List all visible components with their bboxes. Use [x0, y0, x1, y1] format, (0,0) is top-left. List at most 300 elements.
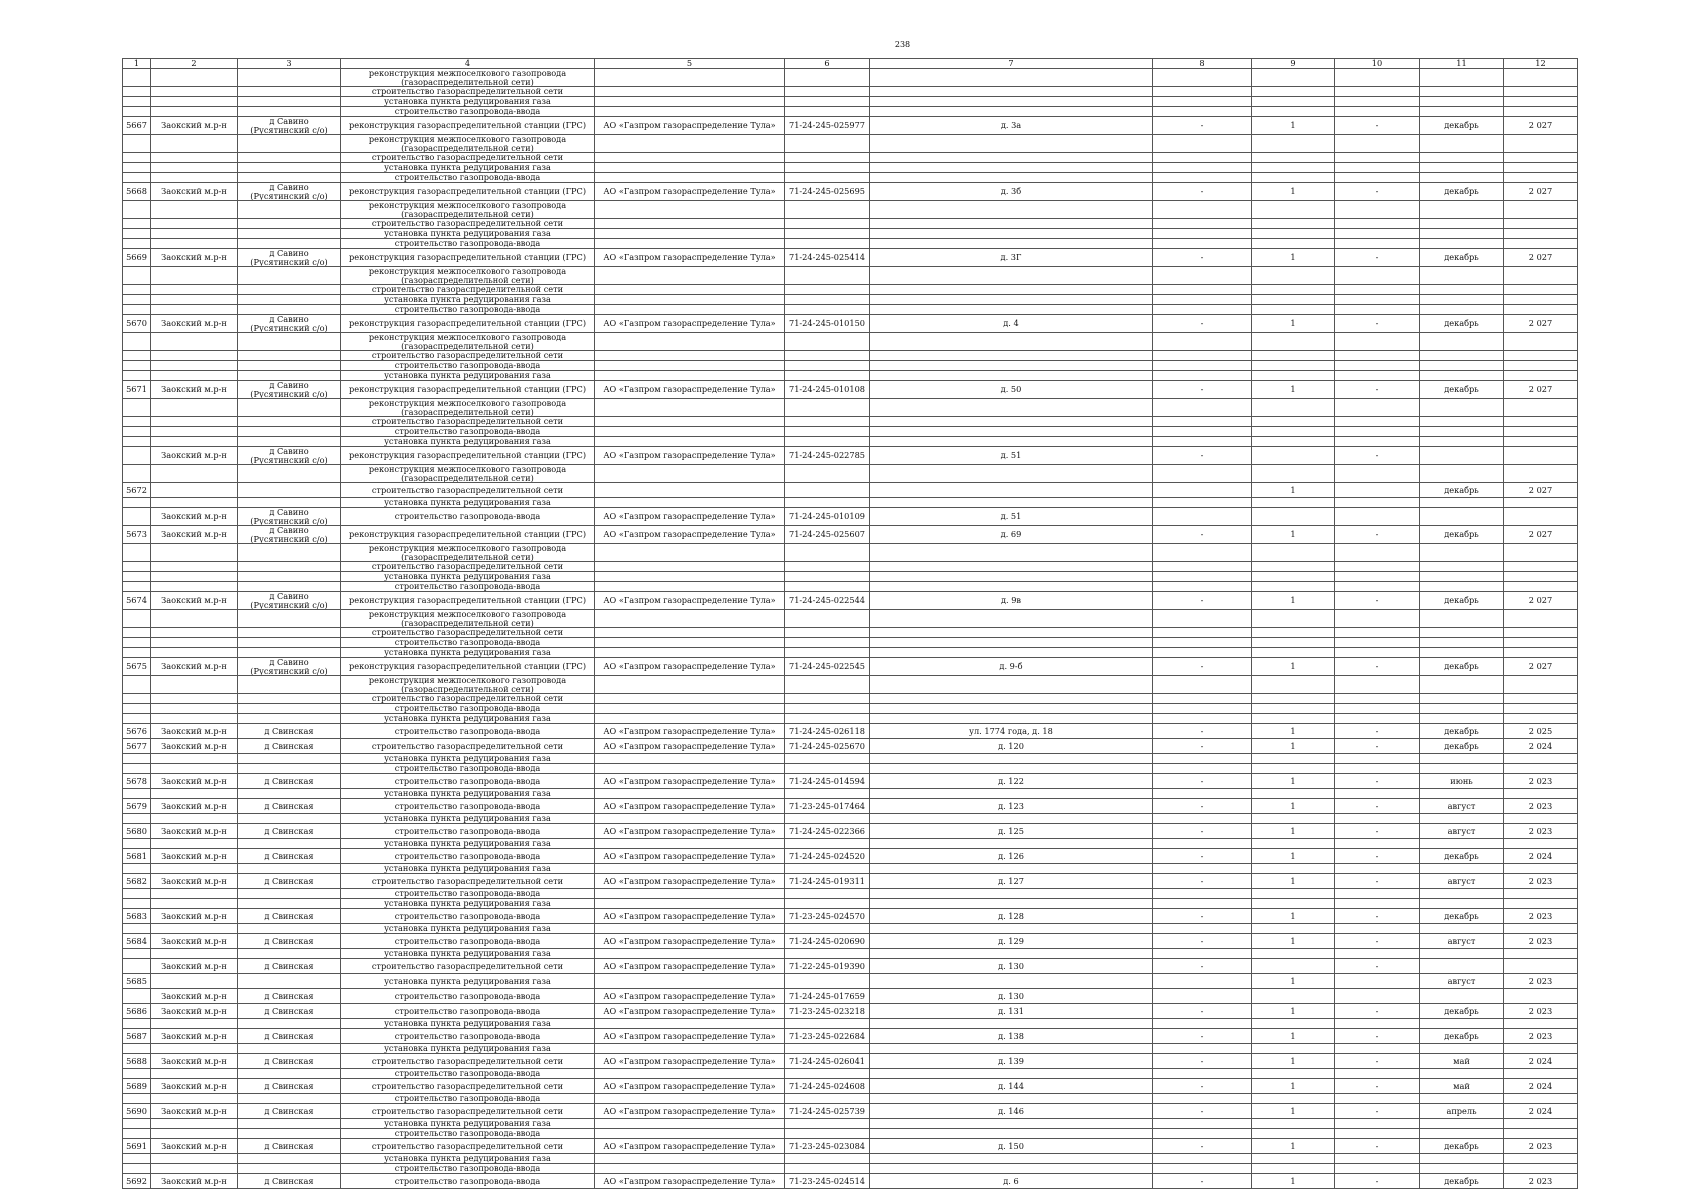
table-cell: строительство газопровода-ввода — [341, 799, 595, 814]
table-cell — [1153, 173, 1252, 183]
table-cell — [1335, 305, 1420, 315]
table-cell — [870, 163, 1153, 173]
table-cell — [870, 219, 1153, 229]
table-cell — [1504, 107, 1578, 117]
table-cell — [1153, 87, 1252, 97]
table-row — [123, 934, 1578, 949]
table-cell — [785, 295, 870, 305]
table-cell — [595, 1154, 785, 1164]
table-cell: Заокский м.р-н — [151, 774, 238, 789]
table-cell — [1420, 814, 1504, 824]
table-cell — [1504, 572, 1578, 582]
table-cell — [595, 899, 785, 909]
table-cell — [123, 229, 151, 239]
table-cell — [123, 239, 151, 249]
table-cell: 71-24-245-025414 — [785, 249, 870, 267]
table-cell: строительство газопровода-ввода — [341, 934, 595, 949]
table-cell — [1153, 562, 1252, 572]
table-cell: 5679 — [123, 799, 151, 814]
table-cell: 1 — [1252, 1079, 1335, 1094]
table-cell: 1 — [1252, 824, 1335, 839]
table-row — [123, 315, 1578, 333]
table-cell: 2 027 — [1504, 315, 1578, 333]
table-cell — [870, 839, 1153, 849]
table-cell — [1335, 1129, 1420, 1139]
table-cell — [1153, 764, 1252, 774]
table-cell: декабрь — [1420, 1139, 1504, 1154]
table-cell: д Свинская — [238, 799, 341, 814]
table-cell — [1153, 1164, 1252, 1174]
table-cell — [1335, 201, 1420, 219]
table-cell — [1504, 285, 1578, 295]
table-cell — [870, 267, 1153, 285]
table-cell: - — [1153, 1174, 1252, 1189]
table-cell: д Савино (Русятинский с/о) — [238, 447, 341, 465]
table-cell: 1 — [1252, 1104, 1335, 1119]
table-cell — [1153, 361, 1252, 371]
table-cell — [238, 69, 341, 87]
table-row — [123, 694, 1578, 704]
table-cell — [1153, 864, 1252, 874]
table-cell: д Свинская — [238, 824, 341, 839]
table-cell — [595, 399, 785, 417]
table-cell: д. 128 — [870, 909, 1153, 924]
table-cell — [785, 839, 870, 849]
table-cell — [870, 1119, 1153, 1129]
table-cell: 5692 — [123, 1174, 151, 1189]
table-cell: строительство газопровода-ввода — [341, 764, 595, 774]
table-cell — [1420, 789, 1504, 799]
table-cell: декабрь — [1420, 658, 1504, 676]
table-cell: декабрь — [1420, 1174, 1504, 1189]
table-cell — [1420, 989, 1504, 1004]
table-cell — [1504, 135, 1578, 153]
table-cell — [151, 974, 238, 989]
table-cell — [151, 924, 238, 934]
table-cell: 71-24-245-025607 — [785, 526, 870, 544]
table-cell: строительство газопровода-ввода — [341, 849, 595, 864]
table-cell — [1504, 1119, 1578, 1129]
table-cell: АО «Газпром газораспределение Тула» — [595, 592, 785, 610]
table-cell — [785, 638, 870, 648]
table-cell: АО «Газпром газораспределение Тула» — [595, 1174, 785, 1189]
table-cell — [595, 814, 785, 824]
table-row — [123, 562, 1578, 572]
table-row — [123, 1104, 1578, 1119]
table-cell — [151, 285, 238, 295]
table-cell: строительство газопровода-ввода — [341, 1029, 595, 1044]
table-cell — [238, 610, 341, 628]
table-body — [123, 69, 1578, 1189]
table-cell — [1252, 219, 1335, 229]
table-cell — [1153, 417, 1252, 427]
table-cell: д Савино (Русятинский с/о) — [238, 508, 341, 526]
table-cell — [785, 333, 870, 351]
table-cell — [123, 69, 151, 87]
table-cell — [151, 135, 238, 153]
table-cell: д. 125 — [870, 824, 1153, 839]
table-cell — [870, 864, 1153, 874]
table-cell: Заокский м.р-н — [151, 959, 238, 974]
table-cell — [1153, 351, 1252, 361]
table-cell — [1153, 899, 1252, 909]
table-cell — [595, 789, 785, 799]
table-cell: установка пункта редуцирования газа — [341, 1019, 595, 1029]
table-cell — [785, 219, 870, 229]
table-cell — [1153, 754, 1252, 764]
table-cell — [123, 1154, 151, 1164]
table-cell: установка пункта редуцирования газа — [341, 498, 595, 508]
table-cell — [1153, 676, 1252, 694]
table-cell — [238, 694, 341, 704]
table-cell — [1420, 351, 1504, 361]
table-cell — [1504, 229, 1578, 239]
table-cell: - — [1335, 1004, 1420, 1019]
table-cell — [595, 1164, 785, 1174]
table-cell — [123, 899, 151, 909]
table-cell: декабрь — [1420, 1004, 1504, 1019]
table-row — [123, 305, 1578, 315]
table-cell — [1252, 107, 1335, 117]
table-cell — [595, 714, 785, 724]
table-cell — [595, 889, 785, 899]
table-cell — [870, 582, 1153, 592]
table-cell — [238, 676, 341, 694]
table-cell — [785, 714, 870, 724]
table-cell — [151, 676, 238, 694]
table-cell — [1504, 1164, 1578, 1174]
table-cell — [1335, 219, 1420, 229]
table-cell: - — [1335, 1104, 1420, 1119]
table-cell — [1153, 789, 1252, 799]
table-cell — [1153, 267, 1252, 285]
table-cell: 1 — [1252, 183, 1335, 201]
table-cell — [870, 974, 1153, 989]
table-row — [123, 447, 1578, 465]
table-cell — [1420, 295, 1504, 305]
table-row — [123, 824, 1578, 839]
table-cell: установка пункта редуцирования газа — [341, 839, 595, 849]
table-cell: установка пункта редуцирования газа — [341, 295, 595, 305]
table-cell — [1504, 714, 1578, 724]
table-cell: д. 146 — [870, 1104, 1153, 1119]
table-cell — [1504, 764, 1578, 774]
table-cell: Заокский м.р-н — [151, 874, 238, 889]
table-cell — [1420, 97, 1504, 107]
table-cell — [238, 1154, 341, 1164]
table-cell — [123, 814, 151, 824]
table-cell — [595, 201, 785, 219]
table-cell — [785, 135, 870, 153]
table-cell: - — [1335, 447, 1420, 465]
table-cell: 5685 — [123, 974, 151, 989]
table-cell — [151, 1129, 238, 1139]
table-cell — [1420, 427, 1504, 437]
table-cell — [1252, 562, 1335, 572]
table-cell: август — [1420, 974, 1504, 989]
table-cell — [151, 899, 238, 909]
table-cell: АО «Газпром газораспределение Тула» — [595, 117, 785, 135]
table-cell — [1420, 219, 1504, 229]
table-row — [123, 628, 1578, 638]
table-cell — [1153, 229, 1252, 239]
table-cell — [1252, 361, 1335, 371]
table-row — [123, 1154, 1578, 1164]
table-cell — [1504, 295, 1578, 305]
table-cell — [1504, 959, 1578, 974]
table-cell: строительство газораспределительной сети — [341, 628, 595, 638]
table-cell — [1504, 465, 1578, 483]
table-cell: 2 027 — [1504, 592, 1578, 610]
table-cell — [870, 305, 1153, 315]
table-cell — [238, 839, 341, 849]
table-cell: 2 027 — [1504, 249, 1578, 267]
table-cell — [870, 483, 1153, 498]
table-cell — [123, 704, 151, 714]
table-cell — [1504, 399, 1578, 417]
table-cell: - — [1335, 1139, 1420, 1154]
table-cell — [123, 1129, 151, 1139]
table-cell — [1420, 333, 1504, 351]
table-cell — [123, 610, 151, 628]
table-cell — [238, 789, 341, 799]
table-cell — [1420, 305, 1504, 315]
table-cell: строительство газораспределительной сети — [341, 285, 595, 295]
table-cell — [1153, 508, 1252, 526]
table-cell — [870, 427, 1153, 437]
table-cell: АО «Газпром газораспределение Тула» — [595, 959, 785, 974]
table-cell — [870, 1044, 1153, 1054]
table-cell — [238, 437, 341, 447]
table-cell: Заокский м.р-н — [151, 799, 238, 814]
table-cell: д. 3Г — [870, 249, 1153, 267]
table-cell: Заокский м.р-н — [151, 117, 238, 135]
table-cell — [151, 239, 238, 249]
table-cell: АО «Газпром газораспределение Тула» — [595, 1104, 785, 1119]
table-row — [123, 739, 1578, 754]
table-cell — [1504, 989, 1578, 1004]
table-row — [123, 437, 1578, 447]
table-cell: АО «Газпром газораспределение Тула» — [595, 1139, 785, 1154]
table-row — [123, 267, 1578, 285]
table-cell — [1504, 754, 1578, 764]
table-cell — [238, 1019, 341, 1029]
table-cell — [870, 789, 1153, 799]
table-row — [123, 1069, 1578, 1079]
table-cell — [151, 1094, 238, 1104]
table-cell: - — [1153, 909, 1252, 924]
table-cell — [1252, 295, 1335, 305]
table-cell — [238, 305, 341, 315]
table-cell — [151, 219, 238, 229]
table-cell: д. 131 — [870, 1004, 1153, 1019]
table-cell: 5691 — [123, 1139, 151, 1154]
table-row — [123, 592, 1578, 610]
table-cell: д Свинская — [238, 989, 341, 1004]
table-cell — [870, 361, 1153, 371]
table-cell — [1335, 87, 1420, 97]
table-cell: установка пункта редуцирования газа — [341, 229, 595, 239]
table-row — [123, 399, 1578, 417]
table-cell — [238, 1094, 341, 1104]
table-cell — [870, 814, 1153, 824]
table-cell: реконструкция межпоселкового газопровода (газораспределительной сети) — [341, 333, 595, 351]
table-cell — [1504, 789, 1578, 799]
table-cell — [1335, 417, 1420, 427]
table-cell — [1252, 498, 1335, 508]
table-cell: 5673 — [123, 526, 151, 544]
table-cell: Заокский м.р-н — [151, 824, 238, 839]
table-cell — [595, 107, 785, 117]
table-cell: д. 9в — [870, 592, 1153, 610]
table-cell — [870, 399, 1153, 417]
table-cell — [1252, 1019, 1335, 1029]
table-cell — [1504, 562, 1578, 572]
table-cell: реконструкция межпоселкового газопровода (газораспределительной сети) — [341, 267, 595, 285]
table-cell — [238, 163, 341, 173]
table-cell — [595, 754, 785, 764]
table-cell: Заокский м.р-н — [151, 315, 238, 333]
table-row — [123, 799, 1578, 814]
table-cell — [785, 582, 870, 592]
col-header: 8 — [1153, 59, 1252, 69]
table-cell — [238, 864, 341, 874]
table-cell — [1252, 638, 1335, 648]
table-cell — [1252, 544, 1335, 562]
table-row — [123, 889, 1578, 899]
table-cell — [151, 864, 238, 874]
table-cell — [1252, 754, 1335, 764]
table-cell — [785, 87, 870, 97]
table-row — [123, 163, 1578, 173]
col-header: 9 — [1252, 59, 1335, 69]
table-cell: декабрь — [1420, 315, 1504, 333]
table-cell: 71-24-245-025695 — [785, 183, 870, 201]
table-cell — [1252, 959, 1335, 974]
table-cell — [151, 417, 238, 427]
table-cell — [238, 351, 341, 361]
table-cell: 1 — [1252, 1174, 1335, 1189]
table-cell: строительство газопровода-ввода — [341, 361, 595, 371]
table-cell — [1252, 1094, 1335, 1104]
table-cell: май — [1420, 1054, 1504, 1069]
table-cell — [785, 427, 870, 437]
table-cell — [1252, 714, 1335, 724]
table-cell — [1153, 295, 1252, 305]
table-cell — [1335, 69, 1420, 87]
table-cell — [123, 959, 151, 974]
table-cell — [785, 371, 870, 381]
table-cell — [1504, 1069, 1578, 1079]
table-cell: установка пункта редуцирования газа — [341, 974, 595, 989]
table-cell — [595, 1069, 785, 1079]
table-cell — [1153, 97, 1252, 107]
table-cell: Заокский м.р-н — [151, 1079, 238, 1094]
table-cell — [1252, 889, 1335, 899]
table-cell — [123, 219, 151, 229]
table-cell — [1504, 173, 1578, 183]
table-cell — [1420, 1044, 1504, 1054]
table-row — [123, 714, 1578, 724]
table-cell — [151, 1019, 238, 1029]
table-cell — [151, 754, 238, 764]
table-cell — [1335, 229, 1420, 239]
table-cell — [785, 1069, 870, 1079]
table-cell — [151, 814, 238, 824]
table-cell — [1335, 173, 1420, 183]
table-cell — [123, 465, 151, 483]
table-cell — [1420, 163, 1504, 173]
table-cell: д Свинская — [238, 1004, 341, 1019]
table-cell: - — [1335, 315, 1420, 333]
table-cell: декабрь — [1420, 526, 1504, 544]
table-cell: - — [1335, 824, 1420, 839]
col-header: 11 — [1420, 59, 1504, 69]
table-cell — [1420, 638, 1504, 648]
table-cell: 1 — [1252, 909, 1335, 924]
table-cell — [870, 924, 1153, 934]
table-cell — [1504, 371, 1578, 381]
table-cell: 71-22-245-019390 — [785, 959, 870, 974]
table-cell: декабрь — [1420, 183, 1504, 201]
table-cell: - — [1153, 315, 1252, 333]
table-cell: - — [1335, 874, 1420, 889]
table-cell — [1153, 399, 1252, 417]
table-cell: ул. 1774 года, д. 18 — [870, 724, 1153, 739]
table-cell — [1420, 959, 1504, 974]
table-cell — [1420, 864, 1504, 874]
table-cell — [1420, 153, 1504, 163]
table-cell — [595, 544, 785, 562]
table-cell: 1 — [1252, 526, 1335, 544]
table-cell: установка пункта редуцирования газа — [341, 864, 595, 874]
table-row — [123, 117, 1578, 135]
table-cell — [1153, 219, 1252, 229]
table-cell: 5670 — [123, 315, 151, 333]
table-row — [123, 544, 1578, 562]
table-cell — [1504, 508, 1578, 526]
table-cell: декабрь — [1420, 483, 1504, 498]
table-cell — [785, 153, 870, 163]
table-cell — [123, 889, 151, 899]
table-cell: 1 — [1252, 483, 1335, 498]
table-cell — [1420, 544, 1504, 562]
table-cell — [1252, 399, 1335, 417]
table-cell: декабрь — [1420, 724, 1504, 739]
col-header: 7 — [870, 59, 1153, 69]
table-cell — [1420, 498, 1504, 508]
table-cell — [238, 974, 341, 989]
table-cell — [1252, 465, 1335, 483]
table-cell: 71-23-245-024514 — [785, 1174, 870, 1189]
table-cell: строительство газопровода-ввода — [341, 305, 595, 315]
table-cell: 2 023 — [1504, 974, 1578, 989]
table-cell — [151, 437, 238, 447]
table-cell: 2 023 — [1504, 1004, 1578, 1019]
table-cell — [595, 163, 785, 173]
table-cell: д Савино (Русятинский с/о) — [238, 658, 341, 676]
table-cell — [785, 572, 870, 582]
table-cell: установка пункта редуцирования газа — [341, 1154, 595, 1164]
table-cell — [238, 107, 341, 117]
table-cell — [1420, 949, 1504, 959]
table-cell — [1335, 1164, 1420, 1174]
table-cell: август — [1420, 799, 1504, 814]
table-cell: июнь — [1420, 774, 1504, 789]
table-cell — [151, 764, 238, 774]
table-cell — [1153, 582, 1252, 592]
table-cell: - — [1335, 849, 1420, 864]
